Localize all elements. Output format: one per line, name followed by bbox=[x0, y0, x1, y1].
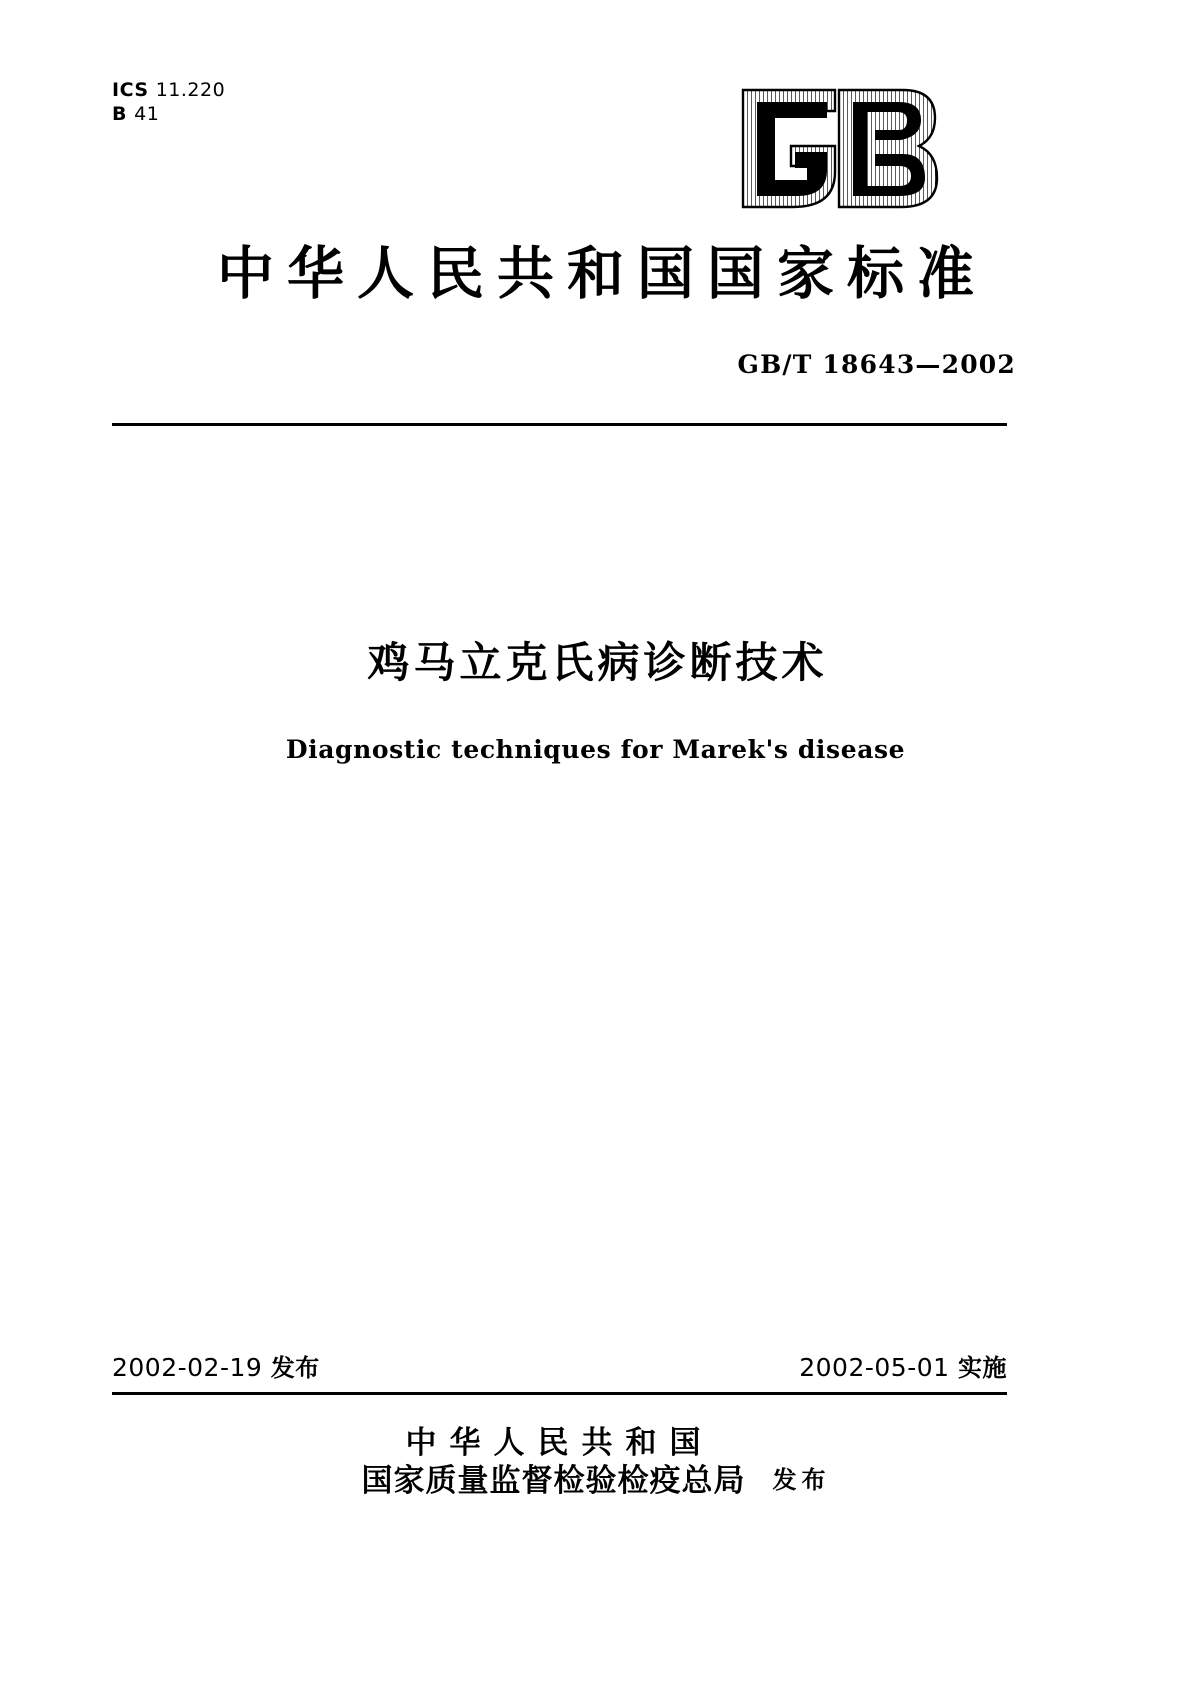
header-divider bbox=[112, 423, 1007, 426]
classification-label: B bbox=[112, 103, 127, 126]
document-title-chinese: 鸡马立克氏病诊断技术 bbox=[367, 638, 828, 687]
publisher-line-2: 国家质量监督检验检疫总局 bbox=[361, 1462, 746, 1499]
issue-date-value: 2002-02-19 bbox=[112, 1353, 263, 1382]
classification-line bbox=[112, 102, 225, 126]
publisher-verb: 发布 bbox=[772, 1465, 831, 1494]
effective-date-value: 2002-05-01 bbox=[799, 1353, 950, 1382]
classification-value: 41 bbox=[134, 103, 160, 126]
ics-classification-block bbox=[112, 78, 225, 127]
ics-line bbox=[112, 78, 225, 102]
issue-date bbox=[112, 1348, 320, 1383]
national-standard-heading: 中华人民共和国国家标准 bbox=[217, 241, 987, 307]
publisher-line-1: 中华人民共和国 bbox=[405, 1425, 714, 1461]
standard-number: GB/T 18643—2002 bbox=[737, 350, 1016, 379]
publisher-names bbox=[361, 1425, 746, 1501]
ics-value: 11.220 bbox=[155, 79, 226, 101]
document-title-english: Diagnostic techniques for Marek's disease bbox=[285, 735, 906, 764]
ics-label: ICS bbox=[112, 79, 149, 101]
effective-date bbox=[799, 1348, 1007, 1383]
publisher-block bbox=[0, 1425, 1191, 1501]
gb-logo-icon bbox=[735, 86, 945, 211]
effective-date-label: 实施 bbox=[958, 1354, 1007, 1382]
footer-divider bbox=[112, 1392, 1007, 1395]
issue-date-label: 发布 bbox=[270, 1354, 320, 1382]
